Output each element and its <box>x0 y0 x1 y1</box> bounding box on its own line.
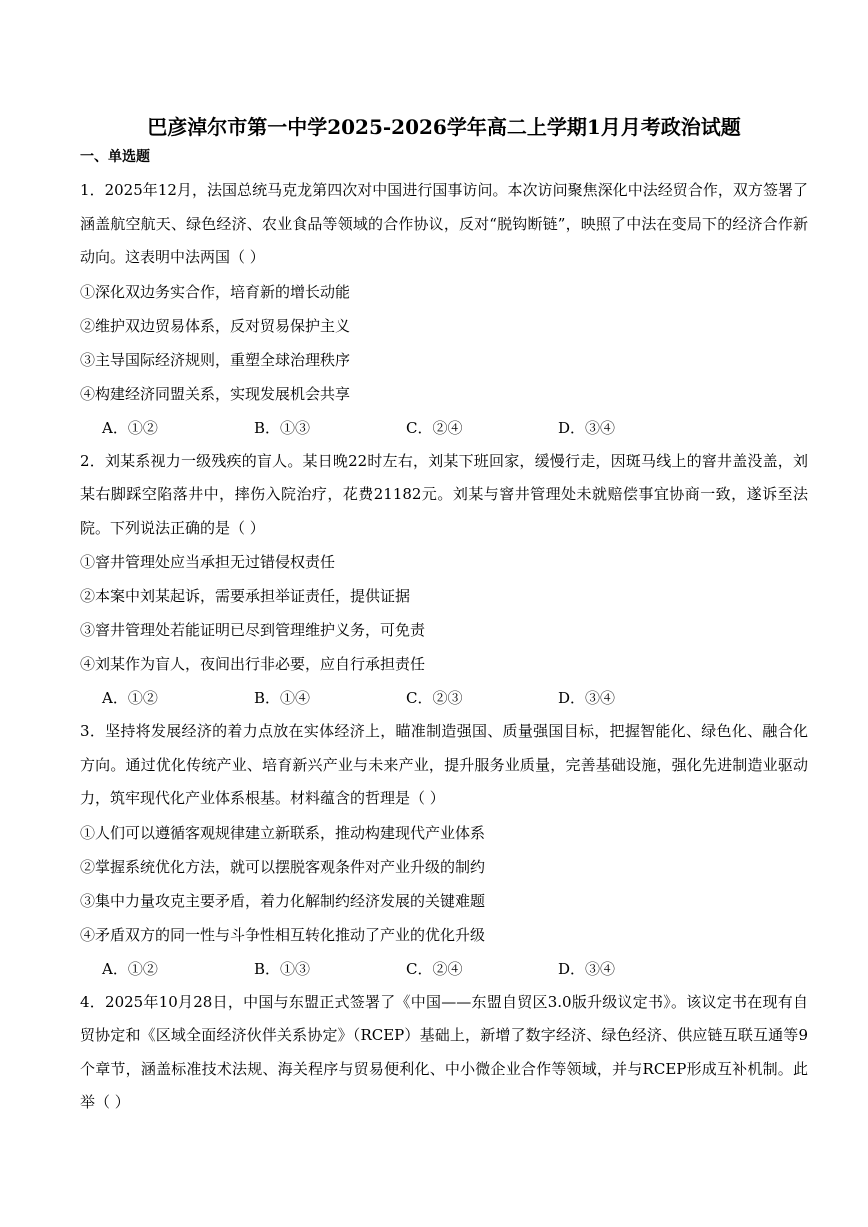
choice-d: D．③④ <box>558 689 616 707</box>
choice-a: A．①② <box>102 418 158 437</box>
choice-d: D．③④ <box>558 418 616 437</box>
statement-option: ①深化双边务实合作，培育新的增长动能 <box>80 282 351 301</box>
choice-d: D．③④ <box>558 959 616 978</box>
choice-b: B．①④ <box>254 689 311 707</box>
statement-option: ②本案中刘某起诉，需要承担举证责任，提供证据 <box>80 587 411 605</box>
choice-a: A．①② <box>102 689 158 707</box>
statement-option: ③主导国际经济规则，重塑全球治理秩序 <box>80 350 351 369</box>
statement-option: ④构建经济同盟关系，实现发展机会共享 <box>80 384 351 403</box>
choice-c: C．②④ <box>406 959 463 978</box>
statement-option: ①人们可以遵循客观规律建立新联系，推动构建现代产业体系 <box>80 823 486 842</box>
answer-choices <box>80 952 808 986</box>
choice-b: B．①③ <box>254 959 311 978</box>
statement-option: ①窨井管理处应当承担无过错侵权责任 <box>80 553 336 571</box>
statement-option: ③集中力量攻克主要矛盾，着力化解制约经济发展的关键难题 <box>80 891 486 910</box>
statement-option: ③窨井管理处若能证明已尽到管理维护义务，可免责 <box>80 621 426 639</box>
question-stem: 1．2025年12月，法国总统马克龙第四次对中国进行国事访问。本次访问聚焦深化中法经贸合作，双方签署了涵盖航空航天、绿色经济、农业食品等领域的合作协议，反对“脱钩断链”，映照了中法在变局下的经济合作新动向。这表明中法两国（ ） <box>80 181 808 266</box>
choice-c: C．②③ <box>406 689 463 707</box>
exam-title: 巴彦淖尔市第一中学2025-2026学年高二上学期1月月考政治试题 <box>147 115 741 139</box>
answer-choices <box>80 411 808 445</box>
choice-a: A．①② <box>102 959 158 978</box>
choice-b: B．①③ <box>254 418 311 437</box>
question-stem: 3．坚持将发展经济的着力点放在实体经济上，瞄准制造强国、质量强国目标，把握智能化、绿色化、融合化方向。通过优化传统产业、培育新兴产业与未来产业，提升服务业质量，完善基础设施，强化先进制造业驱动力，筑牢现代化产业体系根基。材料蕴含的哲理是（ ） <box>80 722 808 807</box>
statement-option: ④矛盾双方的同一性与斗争性相互转化推动了产业的优化升级 <box>80 925 486 944</box>
statement-option: ④刘某作为盲人，夜间出行非必要，应自行承担责任 <box>80 655 426 673</box>
question-stem: 4．2025年10月28日，中国与东盟正式签署了《中国——东盟自贸区3.0版升级议定书》。该议定书在现有自贸协定和《区域全面经济伙伴关系协定》（RCEP）基础上，新增了数字经济、绿色经济、供应链互联互通等9个章节，涵盖标准技术法规、海关程序与贸易便利化、中小微企业合作等领域，并与RCEP形成互补机制。此举（ ） <box>80 992 808 1111</box>
statement-option: ②掌握系统优化方法，就可以摆脱客观条件对产业升级的制约 <box>80 857 486 876</box>
choice-c: C．②④ <box>406 418 463 437</box>
statement-option: ②维护双边贸易体系，反对贸易保护主义 <box>80 316 351 335</box>
question-4 <box>80 986 808 1120</box>
question-1 <box>80 174 808 445</box>
answer-choices <box>80 681 808 715</box>
question-3 <box>80 715 808 986</box>
question-stem: 2．刘某系视力一级残疾的盲人。某日晚22时左右，刘某下班回家，缓慢行走，因斑马线上的窨井盖没盖，刘某右脚踩空陷落井中，摔伤入院治疗，花费21182元。刘某与窨井管理处未就赔偿事宜协商一致，遂诉至法院。下列说法正确的是（ ） <box>80 451 808 537</box>
section-heading: 一、单选题 <box>80 149 150 165</box>
question-2 <box>80 445 808 716</box>
